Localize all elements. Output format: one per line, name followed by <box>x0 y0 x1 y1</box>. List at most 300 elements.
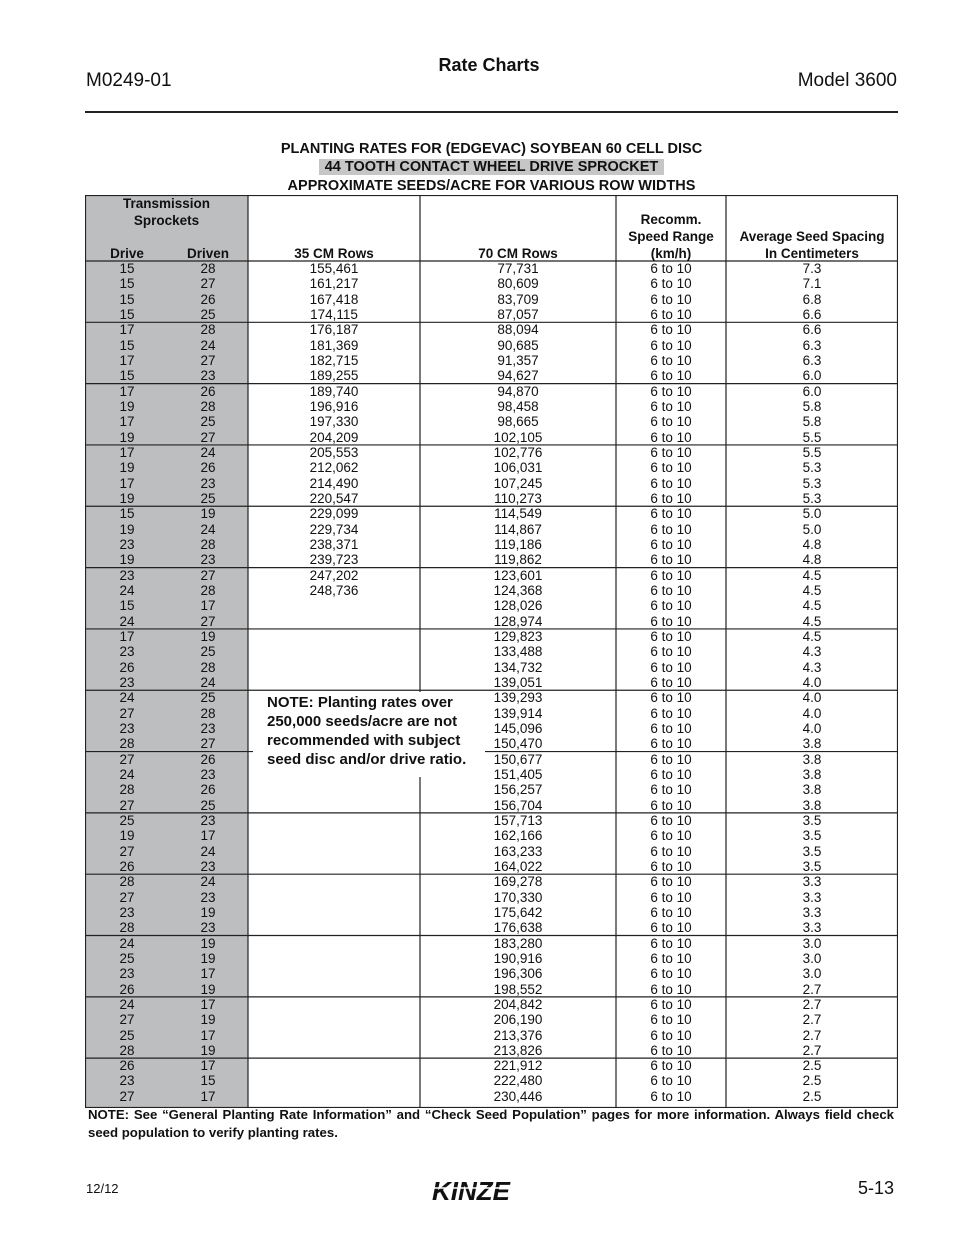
cell-rate-70cm: 190,916 <box>493 950 543 966</box>
cell-rate-35cm: 220,547 <box>309 490 359 506</box>
cell-speed-range: 6 to 10 <box>650 981 692 997</box>
cell-speed-range: 6 to 10 <box>650 567 692 583</box>
cell-drive: 17 <box>119 444 135 460</box>
cell-drive: 23 <box>119 966 135 982</box>
cell-rate-35cm: 248,736 <box>309 582 359 598</box>
cell-rate-35cm: 229,099 <box>309 506 359 522</box>
cell-driven: 19 <box>200 1042 216 1058</box>
cell-rate-70cm: 98,665 <box>497 414 539 430</box>
cell-rate-70cm: 176,638 <box>493 920 543 936</box>
cell-seed-spacing: 2.5 <box>802 1088 822 1104</box>
cell-rate-70cm: 94,627 <box>497 368 539 384</box>
cell-rate-35cm: 204,209 <box>309 429 359 445</box>
cell-rate-70cm: 213,826 <box>493 1042 543 1058</box>
cell-seed-spacing: 3.3 <box>802 920 822 936</box>
cell-speed-range: 6 to 10 <box>650 261 692 276</box>
cell-drive: 24 <box>119 613 135 629</box>
cell-drive: 27 <box>119 797 135 813</box>
table-caption-line-3: APPROXIMATE SEEDS/ACRE FOR VARIOUS ROW WIDTHS <box>287 178 696 194</box>
cell-speed-range: 6 to 10 <box>650 598 692 614</box>
table-row <box>85 537 898 552</box>
cell-drive: 28 <box>119 1042 135 1058</box>
table-row <box>85 307 898 322</box>
cell-drive: 27 <box>119 843 135 859</box>
cell-seed-spacing: 5.3 <box>802 460 822 476</box>
page-number: 5-13 <box>857 1178 894 1198</box>
cell-drive: 19 <box>119 398 135 414</box>
cell-driven: 25 <box>200 797 216 813</box>
revision-date: 12/12 <box>86 1181 119 1196</box>
cell-speed-range: 6 to 10 <box>650 337 692 353</box>
table-row <box>85 353 898 368</box>
cell-driven: 25 <box>200 414 216 430</box>
cell-seed-spacing: 4.0 <box>802 720 822 736</box>
cell-speed-range: 6 to 10 <box>650 475 692 491</box>
table-row <box>85 430 898 445</box>
cell-speed-range: 6 to 10 <box>650 874 692 890</box>
cell-speed-range: 6 to 10 <box>650 582 692 598</box>
cell-speed-range: 6 to 10 <box>650 1073 692 1089</box>
cell-rate-70cm: 133,488 <box>493 644 543 660</box>
table-row <box>85 368 898 383</box>
cell-driven: 24 <box>200 843 216 859</box>
cell-driven: 19 <box>200 904 216 920</box>
table-row <box>85 690 898 705</box>
model-name: Model 3600 <box>797 70 897 91</box>
cell-speed-range: 6 to 10 <box>650 766 692 782</box>
cell-speed-range: 6 to 10 <box>650 536 692 552</box>
cell-seed-spacing: 3.8 <box>802 782 822 798</box>
footnote: NOTE: See “General Planting Rate Information” and “Check Seed Population” pages for more information. Always field check seed population to verify planting rates. <box>88 1107 894 1140</box>
cell-driven: 17 <box>200 1027 216 1043</box>
cell-driven: 24 <box>200 337 216 353</box>
cell-seed-spacing: 5.3 <box>802 490 822 506</box>
cell-rate-70cm: 221,912 <box>493 1058 543 1074</box>
cell-speed-range: 6 to 10 <box>650 552 692 568</box>
cell-speed-range: 6 to 10 <box>650 782 692 798</box>
planting-rate-table <box>85 195 898 1108</box>
cell-speed-range: 6 to 10 <box>650 490 692 506</box>
table-row <box>85 552 898 567</box>
table-row <box>85 752 898 767</box>
table-row <box>85 798 898 813</box>
spacing-header-text: Average Seed Spacing In Centimeters <box>739 229 885 261</box>
kinze-logo <box>430 1176 550 1206</box>
cell-rate-70cm: 91,357 <box>497 352 539 368</box>
cell-speed-range: 6 to 10 <box>650 904 692 920</box>
cell-speed-range: 6 to 10 <box>650 889 692 905</box>
cell-speed-range: 6 to 10 <box>650 720 692 736</box>
cell-driven: 28 <box>200 659 216 675</box>
cell-seed-spacing: 6.3 <box>802 352 822 368</box>
cell-driven: 17 <box>200 828 216 844</box>
cell-speed-range: 6 to 10 <box>650 659 692 675</box>
cell-rate-70cm: 156,257 <box>493 782 543 798</box>
table-row <box>85 261 898 276</box>
cell-driven: 19 <box>200 935 216 951</box>
table-row <box>85 706 898 721</box>
cell-rate-70cm: 175,642 <box>493 904 543 920</box>
cell-driven: 27 <box>200 429 216 445</box>
cell-rate-70cm: 156,704 <box>493 797 543 813</box>
cell-driven: 23 <box>200 889 216 905</box>
cell-rate-70cm: 157,713 <box>493 812 543 828</box>
cell-seed-spacing: 5.8 <box>802 398 822 414</box>
cell-rate-70cm: 102,776 <box>493 444 543 460</box>
cell-seed-spacing: 3.3 <box>802 904 822 920</box>
table-row <box>85 997 898 1012</box>
cell-seed-spacing: 3.5 <box>802 858 822 874</box>
table-row <box>85 644 898 659</box>
cell-speed-range: 6 to 10 <box>650 506 692 522</box>
cell-rate-70cm: 163,233 <box>493 843 543 859</box>
cell-rate-35cm: 238,371 <box>309 536 359 552</box>
table-row <box>85 1058 898 1073</box>
cell-rate-70cm: 198,552 <box>493 981 543 997</box>
cell-driven: 24 <box>200 444 216 460</box>
table-row <box>85 966 898 981</box>
cell-rate-35cm: 189,740 <box>309 383 359 399</box>
cell-speed-range: 6 to 10 <box>650 1012 692 1028</box>
cell-driven: 26 <box>200 383 216 399</box>
table-row <box>85 890 898 905</box>
table-row <box>85 522 898 537</box>
35cm-rows-header: 35 CM Rows <box>294 246 374 261</box>
table-row <box>85 445 898 460</box>
table-row <box>85 874 898 889</box>
table-row <box>85 721 898 736</box>
table-row <box>85 1043 898 1058</box>
cell-seed-spacing: 6.8 <box>802 291 822 307</box>
table-row <box>85 844 898 859</box>
cell-driven: 19 <box>200 1012 216 1028</box>
cell-drive: 23 <box>119 644 135 660</box>
cell-rate-70cm: 169,278 <box>493 874 543 890</box>
cell-seed-spacing: 3.8 <box>802 766 822 782</box>
cell-rate-70cm: 106,031 <box>493 460 543 476</box>
cell-rate-35cm: 181,369 <box>309 337 359 353</box>
table-row <box>85 276 898 291</box>
cell-drive: 23 <box>119 567 135 583</box>
cell-rate-70cm: 129,823 <box>493 628 543 644</box>
cell-drive: 24 <box>119 996 135 1012</box>
cell-driven: 27 <box>200 276 216 292</box>
cell-seed-spacing: 4.3 <box>802 659 822 675</box>
table-row <box>85 936 898 951</box>
cell-rate-70cm: 162,166 <box>493 828 543 844</box>
cell-driven: 19 <box>200 506 216 522</box>
cell-driven: 23 <box>200 858 216 874</box>
cell-rate-70cm: 145,096 <box>493 720 543 736</box>
cell-rate-35cm: 182,715 <box>309 352 359 368</box>
table-row <box>85 920 898 935</box>
cell-rate-70cm: 134,732 <box>493 659 543 675</box>
table-row <box>85 506 898 521</box>
cell-seed-spacing: 6.0 <box>802 383 822 399</box>
cell-driven: 26 <box>200 751 216 767</box>
table-row <box>85 813 898 828</box>
logo-text: KINZE <box>432 1176 510 1206</box>
cell-speed-range: 6 to 10 <box>650 291 692 307</box>
cell-drive: 24 <box>119 766 135 782</box>
cell-seed-spacing: 2.5 <box>802 1073 822 1089</box>
table-row <box>85 828 898 843</box>
cell-driven: 27 <box>200 613 216 629</box>
table-row <box>85 338 898 353</box>
cell-driven: 17 <box>200 598 216 614</box>
cell-rate-35cm: 212,062 <box>309 460 359 476</box>
cell-speed-range: 6 to 10 <box>650 276 692 292</box>
cell-driven: 23 <box>200 368 216 384</box>
cell-drive: 17 <box>119 352 135 368</box>
transmission-header-line1: Transmission <box>122 196 211 211</box>
cell-seed-spacing: 4.5 <box>802 628 822 644</box>
cell-driven: 27 <box>200 567 216 583</box>
cell-rate-70cm: 124,368 <box>493 582 543 598</box>
cell-rate-70cm: 80,609 <box>497 276 539 292</box>
cell-speed-range: 6 to 10 <box>650 751 692 767</box>
cell-speed-range: 6 to 10 <box>650 444 692 460</box>
cell-rate-35cm: 174,115 <box>310 306 358 322</box>
cell-rate-70cm: 139,914 <box>493 705 543 721</box>
cell-driven: 23 <box>200 766 216 782</box>
cell-rate-70cm: 128,974 <box>493 613 543 629</box>
cell-speed-range: 6 to 10 <box>650 736 692 752</box>
cell-driven: 19 <box>200 950 216 966</box>
cell-rate-70cm: 114,867 <box>494 521 542 537</box>
table-row <box>85 583 898 598</box>
cell-rate-35cm: 189,255 <box>309 368 359 384</box>
cell-driven: 23 <box>200 475 216 491</box>
seed-spacing-header <box>726 228 898 262</box>
cell-speed-range: 6 to 10 <box>650 429 692 445</box>
cell-seed-spacing: 2.7 <box>802 981 822 997</box>
cell-rate-70cm: 110,273 <box>494 490 542 506</box>
cell-driven: 28 <box>200 536 216 552</box>
cell-seed-spacing: 4.8 <box>802 536 822 552</box>
cell-drive: 15 <box>119 368 135 384</box>
cell-driven: 27 <box>200 736 216 752</box>
highlighted-sprocket-caption: 44 TOOTH CONTACT WHEEL DRIVE SPROCKET <box>319 159 665 175</box>
cell-speed-range: 6 to 10 <box>650 1042 692 1058</box>
cell-drive: 27 <box>119 751 135 767</box>
table-row <box>85 384 898 399</box>
header-divider <box>85 111 898 113</box>
cell-seed-spacing: 6.3 <box>802 337 822 353</box>
cell-rate-70cm: 213,376 <box>493 1027 543 1043</box>
table-row <box>85 629 898 644</box>
cell-speed-range: 6 to 10 <box>650 383 692 399</box>
cell-drive: 28 <box>119 874 135 890</box>
cell-rate-70cm: 94,870 <box>497 383 539 399</box>
cell-driven: 24 <box>200 674 216 690</box>
table-row <box>85 598 898 613</box>
cell-rate-70cm: 164,022 <box>493 858 543 874</box>
cell-seed-spacing: 4.5 <box>802 598 822 614</box>
cell-driven: 26 <box>200 782 216 798</box>
cell-seed-spacing: 4.3 <box>802 644 822 660</box>
cell-seed-spacing: 5.0 <box>802 506 822 522</box>
cell-seed-spacing: 4.5 <box>802 613 822 629</box>
cell-speed-range: 6 to 10 <box>650 1058 692 1074</box>
transmission-sprockets-header <box>85 195 248 229</box>
cell-seed-spacing: 3.0 <box>802 966 822 982</box>
table-row <box>85 491 898 506</box>
cell-rate-70cm: 150,470 <box>493 736 543 752</box>
cell-rate-70cm: 128,026 <box>493 598 543 614</box>
cell-speed-range: 6 to 10 <box>650 705 692 721</box>
cell-drive: 19 <box>119 828 135 844</box>
table-row <box>85 982 898 997</box>
table-row <box>85 1012 898 1027</box>
table-caption-line-1: PLANTING RATES FOR (EDGEVAC) SOYBEAN 60 CELL DISC <box>280 141 703 157</box>
cell-driven: 23 <box>200 920 216 936</box>
cell-speed-range: 6 to 10 <box>650 414 692 430</box>
cell-drive: 17 <box>119 475 135 491</box>
cell-driven: 17 <box>200 1058 216 1074</box>
cell-drive: 15 <box>119 337 135 353</box>
section-title: Rate Charts <box>438 55 540 75</box>
cell-rate-70cm: 114,549 <box>494 506 542 522</box>
cell-rate-70cm: 107,245 <box>493 475 543 491</box>
cell-rate-70cm: 123,601 <box>493 567 543 583</box>
table-row <box>85 736 898 751</box>
cell-rate-70cm: 102,105 <box>493 429 543 445</box>
cell-seed-spacing: 4.5 <box>802 582 822 598</box>
cell-speed-range: 6 to 10 <box>650 935 692 951</box>
table-row <box>85 1028 898 1043</box>
planting-rate-note: NOTE: Planting rates over 250,000 seeds/acre are not recommended with subject seed disc and/or drive ratio. <box>253 692 485 777</box>
cell-rate-70cm: 77,731 <box>497 261 539 276</box>
cell-seed-spacing: 7.1 <box>802 276 822 292</box>
cell-speed-range: 6 to 10 <box>650 858 692 874</box>
cell-drive: 15 <box>119 598 135 614</box>
table-row <box>85 568 898 583</box>
table-row <box>85 767 898 782</box>
cell-seed-spacing: 2.5 <box>802 1058 822 1074</box>
cell-drive: 17 <box>119 383 135 399</box>
cell-drive: 19 <box>119 552 135 568</box>
table-row <box>85 476 898 491</box>
cell-rate-35cm: 239,723 <box>309 552 359 568</box>
speed-header-text: Recomm. Speed Range (km/h) <box>628 212 714 261</box>
table-row <box>85 1089 898 1104</box>
cell-seed-spacing: 5.5 <box>802 444 822 460</box>
cell-seed-spacing: 7.3 <box>802 261 822 276</box>
cell-driven: 24 <box>200 874 216 890</box>
cell-driven: 25 <box>200 644 216 660</box>
cell-drive: 28 <box>119 920 135 936</box>
cell-drive: 15 <box>119 506 135 522</box>
cell-driven: 26 <box>200 291 216 307</box>
cell-drive: 19 <box>119 460 135 476</box>
cell-drive: 26 <box>119 1058 135 1074</box>
cell-drive: 25 <box>119 1027 135 1043</box>
table-caption-line-2 <box>85 159 898 175</box>
cell-speed-range: 6 to 10 <box>650 1027 692 1043</box>
cell-driven: 24 <box>200 521 216 537</box>
cell-drive: 23 <box>119 674 135 690</box>
cell-speed-range: 6 to 10 <box>650 644 692 660</box>
cell-rate-35cm: 155,461 <box>309 261 359 276</box>
cell-seed-spacing: 4.8 <box>802 552 822 568</box>
cell-rate-70cm: 222,480 <box>493 1073 543 1089</box>
table-row <box>85 675 898 690</box>
cell-driven: 28 <box>200 582 216 598</box>
cell-driven: 28 <box>200 322 216 338</box>
cell-drive: 23 <box>119 720 135 736</box>
cell-seed-spacing: 5.3 <box>802 475 822 491</box>
cell-rate-70cm: 150,677 <box>493 751 543 767</box>
cell-speed-range: 6 to 10 <box>650 950 692 966</box>
table-row <box>85 399 898 414</box>
cell-rate-35cm: 229,734 <box>309 521 359 537</box>
cell-seed-spacing: 5.0 <box>802 521 822 537</box>
table-row <box>85 614 898 629</box>
table-row <box>85 322 898 337</box>
cell-speed-range: 6 to 10 <box>650 521 692 537</box>
table-row <box>85 292 898 307</box>
cell-rate-70cm: 206,190 <box>493 1012 543 1028</box>
cell-rate-35cm: 197,330 <box>309 414 359 430</box>
cell-seed-spacing: 6.6 <box>802 306 822 322</box>
cell-drive: 24 <box>119 935 135 951</box>
table-row <box>85 859 898 874</box>
cell-driven: 23 <box>200 812 216 828</box>
cell-rate-35cm: 214,490 <box>309 475 359 491</box>
cell-rate-35cm: 167,418 <box>309 291 359 307</box>
cell-seed-spacing: 5.5 <box>802 429 822 445</box>
cell-speed-range: 6 to 10 <box>650 368 692 384</box>
cell-rate-35cm: 247,202 <box>309 567 359 583</box>
cell-rate-70cm: 204,842 <box>493 996 543 1012</box>
cell-drive: 17 <box>119 628 135 644</box>
cell-drive: 19 <box>119 521 135 537</box>
cell-speed-range: 6 to 10 <box>650 322 692 338</box>
cell-rate-70cm: 119,862 <box>494 552 542 568</box>
cell-speed-range: 6 to 10 <box>650 398 692 414</box>
cell-driven: 25 <box>200 490 216 506</box>
cell-rate-70cm: 88,094 <box>497 322 539 338</box>
cell-speed-range: 6 to 10 <box>650 920 692 936</box>
cell-rate-35cm: 161,217 <box>309 276 359 292</box>
cell-seed-spacing: 5.8 <box>802 414 822 430</box>
cell-rate-35cm: 196,916 <box>309 398 359 414</box>
cell-seed-spacing: 2.7 <box>802 1012 822 1028</box>
cell-driven: 27 <box>200 352 216 368</box>
cell-drive: 26 <box>119 981 135 997</box>
cell-rate-70cm: 87,057 <box>497 306 539 322</box>
cell-seed-spacing: 3.5 <box>802 828 822 844</box>
document-id: M0249-01 <box>86 70 172 91</box>
cell-drive: 17 <box>119 322 135 338</box>
cell-seed-spacing: 3.0 <box>802 935 822 951</box>
cell-driven: 23 <box>200 720 216 736</box>
cell-rate-70cm: 151,405 <box>493 766 543 782</box>
cell-drive: 23 <box>119 904 135 920</box>
cell-rate-70cm: 196,306 <box>493 966 543 982</box>
cell-driven: 25 <box>200 690 216 706</box>
cell-drive: 25 <box>119 950 135 966</box>
table-row <box>85 782 898 797</box>
cell-drive: 28 <box>119 736 135 752</box>
cell-driven: 15 <box>200 1073 216 1089</box>
cell-driven: 28 <box>200 398 216 414</box>
cell-seed-spacing: 3.8 <box>802 736 822 752</box>
cell-speed-range: 6 to 10 <box>650 674 692 690</box>
cell-driven: 26 <box>200 460 216 476</box>
table-row <box>85 1073 898 1088</box>
